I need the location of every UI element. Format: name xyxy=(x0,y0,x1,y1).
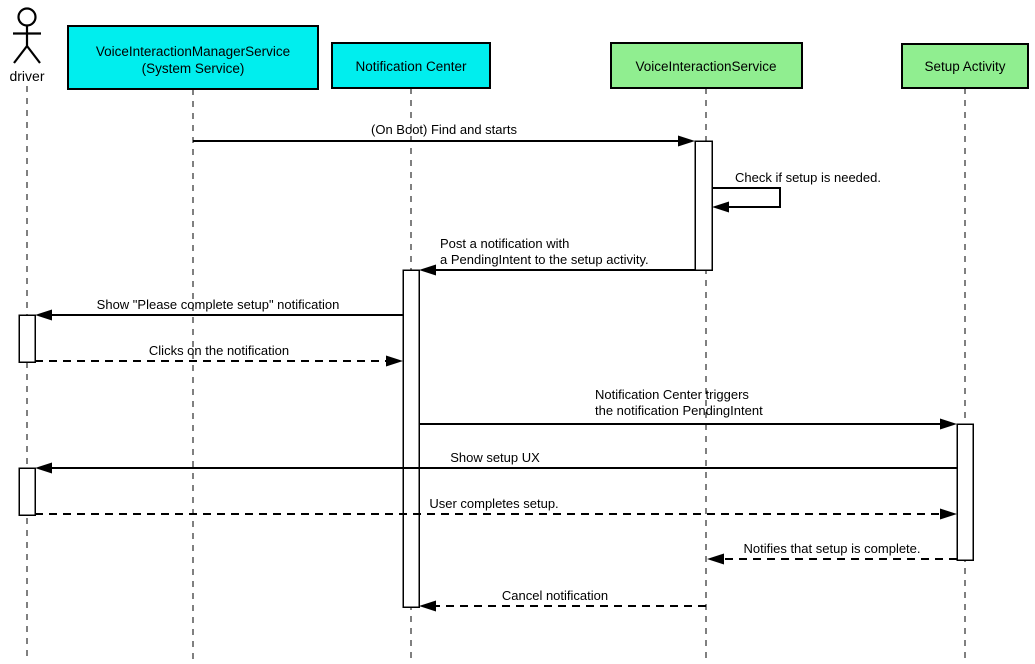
message-8-label: User completes setup. xyxy=(429,496,559,511)
message-check-if-setup-is-needed xyxy=(712,170,881,213)
participant-voiceinteractionservice-label: VoiceInteractionService xyxy=(635,59,777,74)
actor-driver-label: driver xyxy=(9,68,45,84)
message-7-arrowhead xyxy=(35,463,52,474)
message-user-completes-setup xyxy=(35,496,957,520)
activation-notification-center xyxy=(403,270,419,607)
message-6-label-line2: the notification PendingIntent xyxy=(595,403,763,418)
actor-driver xyxy=(9,9,44,85)
message-9-label: Notifies that setup is complete. xyxy=(743,541,921,556)
message-10-label: Cancel notification xyxy=(501,588,609,603)
message-8-arrowhead xyxy=(940,509,957,520)
message-notifies-setup-complete xyxy=(707,541,957,565)
message-3-arrowhead xyxy=(419,265,436,276)
actor-leg-right xyxy=(27,46,40,63)
message-9-arrowhead xyxy=(707,554,724,565)
participant-voiceinteractionservice xyxy=(611,43,802,88)
activation-setup-activity xyxy=(957,424,973,560)
message-1-label: (On Boot) Find and starts xyxy=(371,122,517,137)
message-6-arrowhead xyxy=(940,419,957,430)
message-clicks-on-the-notification xyxy=(35,343,403,367)
participant-notification-center-label: Notification Center xyxy=(355,59,467,74)
participant-notification-center xyxy=(332,43,490,88)
message-post-a-notification xyxy=(419,236,695,276)
message-notification-center-triggers-pendingintent xyxy=(419,387,957,430)
participant-setup-activity xyxy=(902,44,1028,88)
message-2-label: Check if setup is needed. xyxy=(735,170,881,185)
actor-leg-left xyxy=(14,46,27,63)
message-5-arrowhead xyxy=(386,356,403,367)
activation-driver-1 xyxy=(19,315,35,362)
message-1-arrowhead xyxy=(678,136,695,147)
message-show-please-complete-setup-notification xyxy=(35,297,403,321)
message-4-arrowhead xyxy=(35,310,52,321)
message-show-setup-ux xyxy=(35,450,957,474)
message-5-label: Clicks on the notification xyxy=(148,343,290,358)
message-3-label-line2: a PendingIntent to the setup activity. xyxy=(440,252,649,267)
participant-voiceinteractionmanagerservice-label-line2: (System Service) xyxy=(141,61,245,76)
activation-voiceinteractionservice xyxy=(695,141,712,270)
message-10-arrowhead xyxy=(419,601,436,612)
message-7-label: Show setup UX xyxy=(450,450,540,465)
participant-voiceinteractionmanagerservice xyxy=(68,26,318,89)
message-4-label: Show "Please complete setup" notification xyxy=(96,297,340,312)
activation-driver-2 xyxy=(19,468,35,515)
participant-setup-activity-label: Setup Activity xyxy=(924,59,1006,74)
message-6-label-line1: Notification Center triggers xyxy=(595,387,749,402)
actor-head xyxy=(19,9,36,26)
message-2-arrowhead xyxy=(712,202,729,213)
participant-voiceinteractionmanagerservice-label-line1: VoiceInteractionManagerService xyxy=(95,44,291,59)
message-3-label-line1: Post a notification with xyxy=(440,236,570,251)
message-cancel-notification xyxy=(419,588,706,612)
message-on-boot-find-and-starts xyxy=(193,122,695,147)
